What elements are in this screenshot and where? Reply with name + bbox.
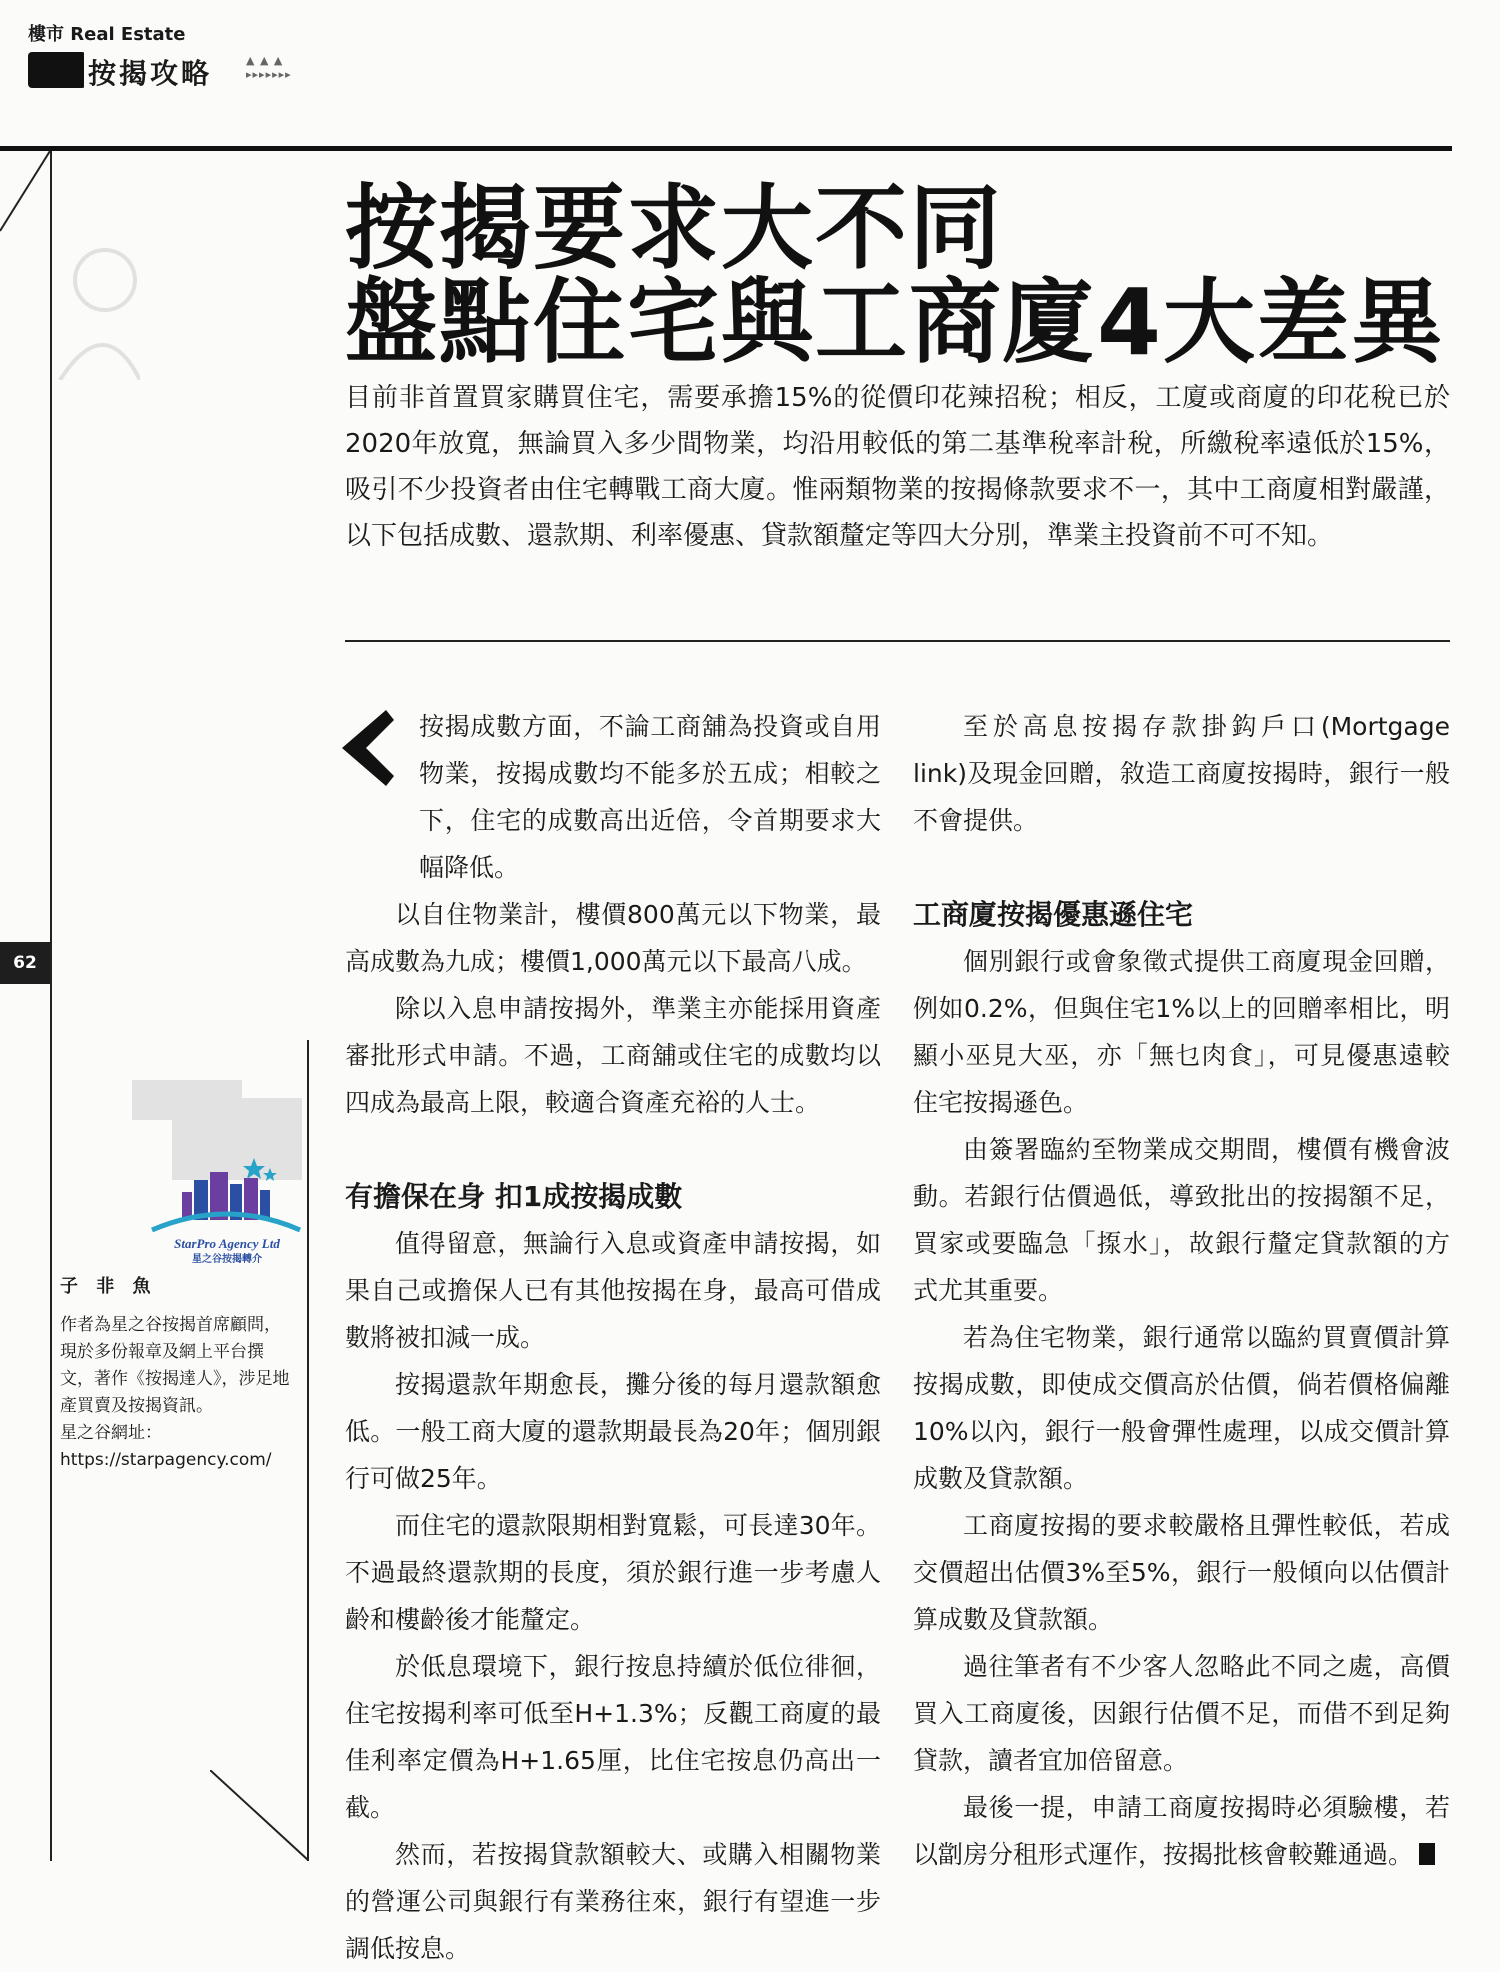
- left-column: [345, 703, 881, 1972]
- paragraph: 於低息環境下，銀行按息持續於低位徘徊，住宅按揭利率可低至H+1.3%；反觀工商廈的最佳利率定價為H+1.65厘，比住宅按息仍高出一截。: [345, 1652, 881, 1822]
- title-line-2: 盤點住宅與工商廈4大差異: [345, 269, 1446, 376]
- right-column: [913, 703, 1450, 1878]
- paragraph: 過往筆者有不少客人忽略此不同之處，高價買入工商廈後，因銀行估價不足，而借不到足夠貸款，讀者宜加倍留意。: [913, 1652, 1450, 1775]
- intro-divider: [345, 640, 1450, 642]
- author-website-label: 星之谷網址：: [60, 1423, 162, 1443]
- paragraph: 按揭還款年期愈長，攤分後的每月還款額愈低。一般工商大廈的還款期最長為20年；個別銀行可做25年。: [345, 1370, 881, 1493]
- side-rule: [50, 151, 52, 1861]
- author-website-link[interactable]: https://starpagency.com/: [60, 1450, 272, 1470]
- author-frame-rule: [307, 1040, 309, 1861]
- paragraph: 值得留意，無論行入息或資產申請按揭，如果自己或擔保人已有其他按揭在身，最高可借成數將被扣減一成。: [345, 1229, 881, 1352]
- paragraph: 個別銀行或會象徵式提供工商廈現金回贈，例如0.2%，但與住宅1%以上的回贈率相比，明顯小巫見大巫，亦「無乜肉食」，可見優惠遠較住宅按揭遜色。: [913, 947, 1450, 1117]
- logo-subtitle: 星之谷按揭轉介: [192, 1254, 262, 1265]
- corner-diagonal: [0, 151, 52, 241]
- paragraph: 工商廈按揭的要求較嚴格且彈性較低，若成交價超出估價3%至5%，銀行一般傾向以估價計算成數及貸款額。: [913, 1511, 1450, 1634]
- paragraph: 按揭成數方面，不論工商舖為投資或自用物業，按揭成數均不能多於五成；相較之下，住宅的成數高出近倍，令首期要求大幅降低。: [419, 712, 881, 882]
- subheading: 工商廈按揭優惠遜住宅: [913, 898, 1194, 931]
- logo-name: StarPro Agency Ltd: [174, 1236, 280, 1251]
- paragraph: 以自住物業計，樓價800萬元以下物業，最高成數為九成；樓價1,000萬元以下最高八成。: [345, 900, 881, 976]
- top-rule: [0, 146, 1452, 151]
- subheading: 有擔保在身 扣1成按揭成數: [345, 1180, 683, 1213]
- paragraph: 而住宅的還款限期相對寬鬆，可長達30年。不過最終還款期的長度，須於銀行進一步考慮人齡和樓齡後才能釐定。: [345, 1511, 881, 1634]
- corner-diagonal: [210, 1770, 310, 1862]
- paragraph: 若為住宅物業，銀行通常以臨約買賣價計算按揭成數，即使成交價高於估價，倘若價格偏離10%以內，銀行一般會彈性處理，以成交價計算成數及貸款額。: [913, 1323, 1450, 1493]
- column-tag: [28, 52, 292, 90]
- column-tag-block: [28, 52, 86, 88]
- author-bio-text: 作者為星之谷按揭首席顧問，現於多份報章及網上平台撰文，著作《按揭達人》，涉足地產買賣及按揭資訊。: [60, 1315, 290, 1416]
- paragraph: 至於高息按揭存款掛鈎戶口(Mortgage link)及現金回贈，敘造工商廈按揭時，銀行一般不會提供。: [913, 712, 1450, 835]
- end-mark-icon: [1419, 1843, 1435, 1865]
- intro-paragraph: 目前非首置買家購買住宅，需要承擔15%的從價印花辣招稅；相反，工廈或商廈的印花稅已於2020年放寬，無論買入多少間物業，均沿用較低的第二基準稅率計稅，所繳稅率遠低於15%，吸引不少投資者由住宅轉戰工商大廈。惟兩類物業的按揭條款要求不一，其中工商廈相對嚴謹，以下包括成數、還款期、利率優惠、貸款額釐定等四大分別，準業主投資前不可不知。: [345, 383, 1450, 551]
- page-number: 62: [0, 942, 50, 984]
- paragraph: 除以入息申請按揭外，準業主亦能採用資產審批形式申請。不過，工商舖或住宅的成數均以四成為最高上限，較適合資產充裕的人士。: [345, 994, 881, 1117]
- paragraph: 然而，若按揭貸款額較大、或購入相關物業的營運公司與銀行有業務往來，銀行有望進一步調低按息。: [345, 1840, 881, 1963]
- section-label: 樓市 Real Estate: [28, 24, 186, 45]
- title-line-1: 按揭要求大不同: [345, 175, 1004, 282]
- author-name: 子 非 魚: [60, 1276, 157, 1297]
- starpro-logo: [132, 1080, 302, 1270]
- arrow-decoration-icon: ▲ ▲ ▲ ▸▸▸▸▸▸▸: [246, 54, 292, 81]
- author-bio: [60, 1312, 292, 1474]
- column-name: 按揭攻略: [84, 52, 216, 92]
- paragraph: [913, 1784, 1450, 1878]
- paragraph-text: 最後一提，申請工商廈按揭時必須驗樓，若以劏房分租形式運作，按揭批核會較難通過。: [913, 1793, 1450, 1869]
- paragraph: 由簽署臨約至物業成交期間，樓價有機會波動。若銀行估價過低，導致批出的按揭額不足，買家或要臨急「揼水」，故銀行釐定貸款額的方式尤其重要。: [913, 1135, 1450, 1305]
- faint-portrait-icon: [50, 240, 140, 380]
- article-title: [345, 175, 1446, 376]
